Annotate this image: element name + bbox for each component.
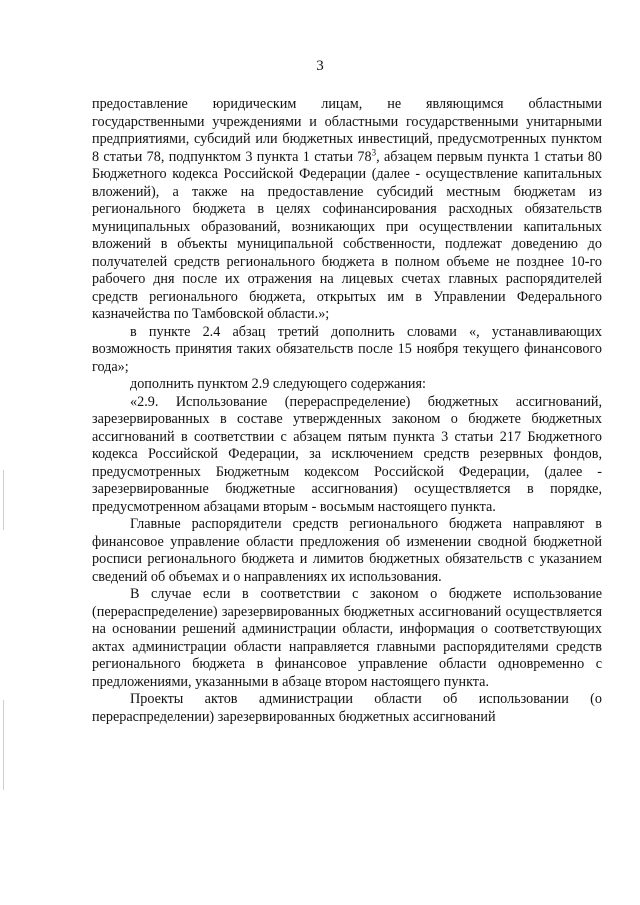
paragraph-text: предоставление юридическим лицам, не являющимся областными государственными учреждениями и областными государственными унитарными предприятиями, субсидий или бюджетных инвестиций, предусмотренных пунктом 8 статьи 78, подпунктом 3 пункта 1 статьи 78 [92, 96, 602, 165]
paragraph-text: , абзацем первым пункта 1 статьи 80 Бюджетного кодекса Российской Федерации (далее - осуществление капитальных вложений), а также на предоставление субсидий местным бюджетам из регионального бюджета в целях софинансирования расходных обязательств муниципальных образований, возникающих при осуществлении капитальных вложений в объекты муниципальной собственности, подлежат доведению до получателей средств регионального бюджета в полном объеме не позднее 10-го рабочего дня после их отражения на лицевых счетах главных распорядителей средств регионального бюджета, открытых им в Управлении Федерального казначейства по Тамбовской области.»; [92, 148, 602, 322]
paragraph: дополнить пунктом 2.9 следующего содержания: [130, 376, 426, 392]
document-body [92, 96, 602, 726]
page-number: 3 [316, 58, 324, 74]
paragraph: в пункте 2.4 абзац третий дополнить словами «, устанавливающих возможность принятия таких обязательств после 15 ноября текущего финансового года»; [92, 323, 602, 375]
scan-edge-mark [3, 700, 4, 790]
paragraph-continuation [92, 96, 602, 324]
paragraph: Главные распорядители средств регионального бюджета направляют в финансовое управление области предложения об изменении сводной бюджетной росписи регионального бюджета и лимитов бюджетных обязательств с указанием сведений об объемах и о направлениях их использования. [92, 516, 602, 585]
scan-edge-mark [3, 470, 4, 530]
paragraph: В случае если в соответствии с законом о бюджете использование (перераспределение) зарезервированных бюджетных ассигнований осуществляется на основании решений администрации области, информация о соответствующих актах администрации области направляется главными распорядителями средств регионального бюджета в финансовое управление области одновременно с предложениями, указанными в абзаце втором настоящего пункта. [92, 586, 602, 690]
paragraph: Проекты актов администрации области об использовании (о перераспределении) зарезервированных бюджетных ассигнований [92, 691, 602, 725]
paragraph: «2.9. Использование (перераспределение) бюджетных ассигнований, зарезервированных в составе утвержденных законом о бюджете бюджетных ассигнований в соответствии с абзацем пятым пункта 3 статьи 217 Бюджетного кодекса Российской Федерации, за исключением средств резервных фондов, предусмотренных Бюджетным кодексом Российской Федерации, (далее - зарезервированные бюджетные ассигнования) осуществляется в порядке, предусмотренном абзацами вторым - восьмым настоящего пункта. [92, 393, 602, 515]
article-superscript: 3 [371, 146, 377, 157]
